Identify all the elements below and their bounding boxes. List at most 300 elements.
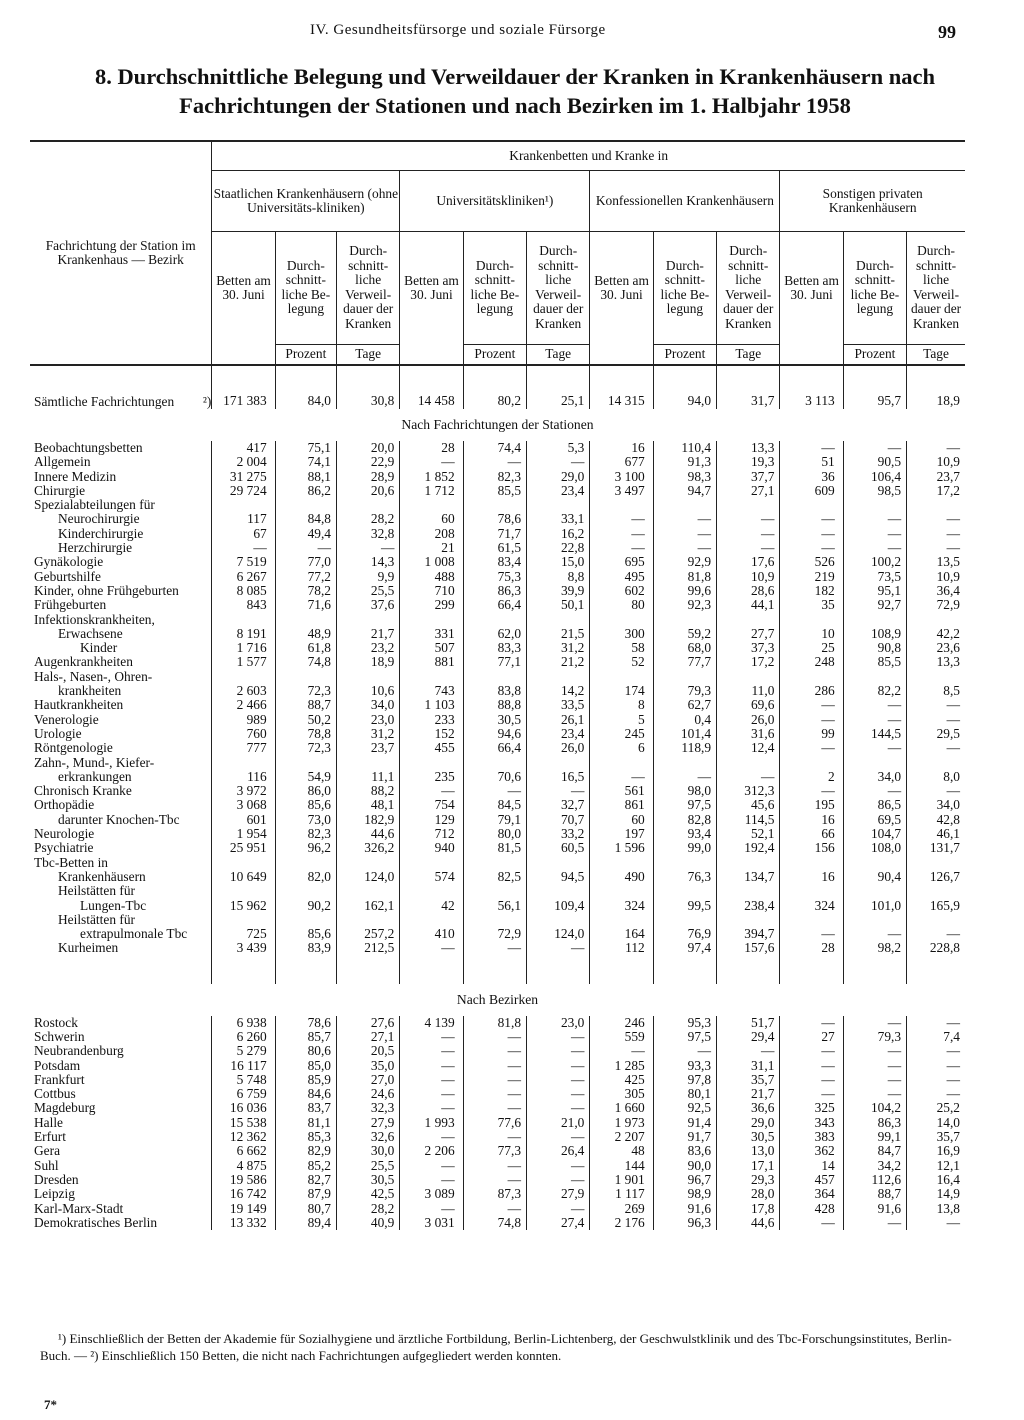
table-row (30, 713, 965, 727)
table-cell: 3 439 (212, 941, 275, 955)
table-cell: 76,9 (653, 927, 716, 941)
total-cell: 18,9 (907, 365, 965, 409)
table-cell: 233 (400, 713, 463, 727)
table-cell: 51,7 (717, 1016, 780, 1030)
total-cell: 30,8 (337, 365, 400, 409)
table-cell (590, 756, 653, 770)
table-cell: 29,5 (907, 727, 965, 741)
table-cell: 28,0 (717, 1187, 780, 1201)
row-label: extrapulmonale Tbc (80, 927, 188, 942)
table-cell: — (527, 1130, 590, 1144)
table-cell: 31 275 (212, 470, 275, 484)
table-cell: 219 (780, 570, 843, 584)
table-cell: 881 (400, 655, 463, 669)
table-cell: 13,5 (907, 555, 965, 569)
table-cell: 16 742 (212, 1187, 275, 1201)
table-cell: 79,3 (843, 1030, 906, 1044)
table-cell: 14 (780, 1159, 843, 1173)
table-cell: — (527, 1044, 590, 1058)
table-cell: 2 (780, 770, 843, 784)
table-cell: 20,5 (337, 1044, 400, 1058)
table-cell: 15,0 (527, 555, 590, 569)
table-cell: 86,3 (463, 584, 526, 598)
table-cell: 760 (212, 727, 275, 741)
table-cell: — (527, 1173, 590, 1187)
table-cell: — (463, 1087, 526, 1101)
table-cell: 29,4 (717, 1030, 780, 1044)
table-cell: 91,7 (653, 1130, 716, 1144)
col-occupancy: Durch-schnitt-liche Be-legung (275, 232, 336, 345)
table-cell: 2 004 (212, 455, 275, 469)
table-cell: 300 (590, 627, 653, 641)
table-cell: 30,0 (337, 1144, 400, 1158)
table-cell: — (843, 512, 906, 526)
table-cell: — (843, 1216, 906, 1230)
table-cell (212, 498, 275, 512)
table-cell: 97,5 (653, 1030, 716, 1044)
table-cell (843, 498, 906, 512)
table-cell: 27,9 (337, 1116, 400, 1130)
table-cell: 66 (780, 827, 843, 841)
table-cell: 98,2 (843, 941, 906, 955)
table-cell (463, 613, 526, 627)
col-stay: Durch-schnitt-liche Verweil-dauer der Kranken (527, 232, 590, 345)
table-cell: 21,0 (527, 1116, 590, 1130)
table-row (30, 1016, 965, 1030)
table-cell: — (463, 1044, 526, 1058)
table-cell: — (463, 1173, 526, 1187)
table-cell: 96,7 (653, 1173, 716, 1187)
table-cell: 131,7 (907, 841, 965, 855)
table-cell: 27,0 (337, 1073, 400, 1087)
table-cell: 97,5 (653, 798, 716, 812)
table-cell: 4 875 (212, 1159, 275, 1173)
table-cell: 77,3 (463, 1144, 526, 1158)
table-cell: 27,1 (717, 484, 780, 498)
table-row (30, 1159, 965, 1173)
table-cell: 37,7 (717, 470, 780, 484)
section-header-fachrichtungen: Nach Fachrichtungen der Stationen (401, 417, 594, 432)
table-cell: 81,8 (653, 570, 716, 584)
table-cell: 2 466 (212, 698, 275, 712)
table-cell: 559 (590, 1030, 653, 1044)
table-cell: — (780, 741, 843, 755)
table-cell: 21,2 (527, 655, 590, 669)
table-cell: 5 748 (212, 1073, 275, 1087)
table-cell: 77,7 (653, 655, 716, 669)
table-cell: 777 (212, 741, 275, 755)
table-cell: 8,0 (907, 770, 965, 784)
table-cell: 425 (590, 1073, 653, 1087)
table-cell: 21,5 (527, 627, 590, 641)
table-cell (212, 613, 275, 627)
table-cell (843, 913, 906, 927)
table-cell: 37,6 (337, 598, 400, 612)
table-row (30, 498, 965, 512)
table-cell (212, 856, 275, 870)
table-row (30, 670, 965, 684)
table-cell: 9,9 (337, 570, 400, 584)
table-cell: — (590, 541, 653, 555)
table-cell: 455 (400, 741, 463, 755)
table-cell: — (907, 784, 965, 798)
table-cell: 33,2 (527, 827, 590, 841)
row-label: Lungen-Tbc (80, 898, 147, 913)
table-cell: 19,3 (717, 455, 780, 469)
footnote: ¹) Einschließlich der Betten der Akademie für Sozialhygiene und ärztliche Fortbildung, Berlin-Lichtenberg, der Geschwulstklinik und des Tbc-Forschungsinstitutes, Berlin-Buch. — ²) Einschließlich 150 Betten, die nicht nach Fachrichtungen aufgegliedert werden konnten. (40, 1331, 952, 1363)
table-cell (212, 913, 275, 927)
table-cell: 15 962 (212, 899, 275, 913)
table-cell: 156 (780, 841, 843, 855)
table-cell: — (590, 527, 653, 541)
table-cell: 28,6 (717, 584, 780, 598)
row-label: Leipzig (34, 1187, 75, 1202)
table-cell: 126,7 (907, 870, 965, 884)
table-cell: — (843, 741, 906, 755)
table-cell: 8 191 (212, 627, 275, 641)
table-cell: 37,3 (717, 641, 780, 655)
table-row (30, 1101, 965, 1115)
row-label: Herzchirurgie (58, 541, 133, 556)
table-cell: — (653, 527, 716, 541)
col-occupancy: Durch-schnitt-liche Be-legung (463, 232, 526, 345)
table-cell: 78,2 (275, 584, 336, 598)
table-cell: 208 (400, 527, 463, 541)
unit-days: Tage (527, 344, 590, 365)
table-cell: 488 (400, 570, 463, 584)
table-cell: — (463, 1059, 526, 1073)
unit-percent: Prozent (843, 344, 906, 365)
table-cell: 74,8 (463, 1216, 526, 1230)
table-row (30, 1116, 965, 1130)
table-cell: 1 852 (400, 470, 463, 484)
table-cell: 17,8 (717, 1202, 780, 1216)
table-cell: 80 (590, 598, 653, 612)
table-cell: 36,6 (717, 1101, 780, 1115)
table-cell (527, 670, 590, 684)
table-cell: 710 (400, 584, 463, 598)
table-cell (780, 884, 843, 898)
row-label: Erwachsene (58, 626, 123, 641)
table-row (30, 484, 965, 498)
table-cell (653, 613, 716, 627)
table-cell: 3 497 (590, 484, 653, 498)
table-cell: — (843, 527, 906, 541)
table-cell: 96,2 (275, 841, 336, 855)
table-cell: 23,4 (527, 484, 590, 498)
table-cell: 88,8 (463, 698, 526, 712)
table-cell: 235 (400, 770, 463, 784)
table-cell: — (527, 1059, 590, 1073)
table-cell: 77,6 (463, 1116, 526, 1130)
table-cell: 27,6 (337, 1016, 400, 1030)
table-cell: 29,0 (717, 1116, 780, 1130)
table-cell: — (907, 441, 965, 455)
table-cell: 26,0 (527, 741, 590, 755)
table-cell: 97,4 (653, 941, 716, 955)
row-label: Frankfurt (34, 1072, 85, 1087)
table-cell: — (780, 927, 843, 941)
table-cell: 27,1 (337, 1030, 400, 1044)
table-cell: — (907, 1073, 965, 1087)
table-cell: 164 (590, 927, 653, 941)
row-label: Neubrandenburg (34, 1044, 124, 1059)
table-cell: 23,2 (337, 641, 400, 655)
table-cell: 99,1 (843, 1130, 906, 1144)
table-row (30, 598, 965, 612)
table-row (30, 756, 965, 770)
table-cell: 29,0 (527, 470, 590, 484)
total-cell: 14 315 (590, 365, 653, 409)
table-cell: 27,9 (527, 1187, 590, 1201)
table-cell (275, 884, 336, 898)
unit-percent: Prozent (275, 344, 336, 365)
table-cell: 1 285 (590, 1059, 653, 1073)
table-cell: 33,1 (527, 512, 590, 526)
table-cell: — (400, 1044, 463, 1058)
table-cell: 16,2 (527, 527, 590, 541)
table-cell: 35 (780, 598, 843, 612)
table-cell: 46,1 (907, 827, 965, 841)
table-cell: 2 207 (590, 1130, 653, 1144)
table-cell: 457 (780, 1173, 843, 1187)
row-label: Kinder, ohne Frühgeburten (34, 583, 179, 598)
table-cell: 86,0 (275, 784, 336, 798)
table-cell: 1 716 (212, 641, 275, 655)
table-cell: 3 089 (400, 1187, 463, 1201)
table-cell: 82,3 (275, 827, 336, 841)
table-cell: 80,7 (275, 1202, 336, 1216)
table-cell: 73,0 (275, 813, 336, 827)
unit-percent: Prozent (463, 344, 526, 365)
table-cell: 86,2 (275, 484, 336, 498)
table-cell: 92,9 (653, 555, 716, 569)
table-cell: 98,0 (653, 784, 716, 798)
col-beds: Betten am 30. Juni (590, 232, 653, 345)
table-cell (653, 670, 716, 684)
table-cell: 22,8 (527, 541, 590, 555)
table-row (30, 1030, 965, 1044)
table-cell: — (400, 1130, 463, 1144)
table-cell: — (463, 1073, 526, 1087)
table-cell: 331 (400, 627, 463, 641)
table-cell: — (843, 927, 906, 941)
table-cell: 60,5 (527, 841, 590, 855)
table-cell: — (843, 441, 906, 455)
table-cell: 45,6 (717, 798, 780, 812)
table-cell: 29,3 (717, 1173, 780, 1187)
table-cell: 14,2 (527, 684, 590, 698)
table-cell: — (907, 512, 965, 526)
table-cell: 124,0 (337, 870, 400, 884)
table-cell: 108,9 (843, 627, 906, 641)
row-label: Augenkrankheiten (34, 655, 133, 670)
table-row (30, 856, 965, 870)
table-cell: 30,5 (463, 713, 526, 727)
table-cell: — (780, 1216, 843, 1230)
table-cell: 129 (400, 813, 463, 827)
row-label: Magdeburg (34, 1101, 96, 1116)
table-cell: — (463, 1159, 526, 1173)
table-cell: — (463, 1101, 526, 1115)
table-cell: 80,6 (275, 1044, 336, 1058)
table-cell: — (780, 698, 843, 712)
table-cell: 36 (780, 470, 843, 484)
table-row (30, 784, 965, 798)
table-cell: 83,6 (653, 1144, 716, 1158)
group-header-university: Universitätskliniken¹) (400, 171, 590, 232)
table-cell: 238,4 (717, 899, 780, 913)
table-cell (780, 913, 843, 927)
table-cell (843, 613, 906, 627)
table-cell: 66,4 (463, 598, 526, 612)
table-cell: 609 (780, 484, 843, 498)
table-cell: 162,1 (337, 899, 400, 913)
table-cell: 35,0 (337, 1059, 400, 1073)
table-cell (400, 498, 463, 512)
table-cell: — (653, 541, 716, 555)
table-cell: 1 954 (212, 827, 275, 841)
table-cell (780, 856, 843, 870)
table-cell: 23,0 (527, 1016, 590, 1030)
table-cell: 16 (590, 441, 653, 455)
table-cell: 2 603 (212, 684, 275, 698)
table-cell (843, 756, 906, 770)
table-cell: 394,7 (717, 927, 780, 941)
table-cell: 26,4 (527, 1144, 590, 1158)
total-cell: 84,0 (275, 365, 336, 409)
table-cell: 28 (400, 441, 463, 455)
table-cell: 8 085 (212, 584, 275, 598)
row-label: Suhl (34, 1158, 59, 1173)
table-cell (717, 670, 780, 684)
table-cell: 75,3 (463, 570, 526, 584)
table-cell: 25 (780, 641, 843, 655)
table-cell: 299 (400, 598, 463, 612)
table-cell: 14,9 (907, 1187, 965, 1201)
table-row (30, 841, 965, 855)
table-cell: 21,7 (337, 627, 400, 641)
table-cell: 71,7 (463, 527, 526, 541)
table-cell: 19 586 (212, 1173, 275, 1187)
row-label: Dresden (34, 1172, 79, 1187)
table-cell: 82,9 (275, 1144, 336, 1158)
table-cell: — (907, 1087, 965, 1101)
table-row (30, 641, 965, 655)
table-cell (780, 670, 843, 684)
table-cell: 90,5 (843, 455, 906, 469)
table-cell: 99,0 (653, 841, 716, 855)
row-label: Hautkrankheiten (34, 698, 124, 713)
table-cell: 34,0 (843, 770, 906, 784)
table-cell: 42,8 (907, 813, 965, 827)
table-cell: 79,1 (463, 813, 526, 827)
table-cell: 29 724 (212, 484, 275, 498)
table-cell: 11,1 (337, 770, 400, 784)
table-cell: 8 (590, 698, 653, 712)
table-cell: 84,6 (275, 1087, 336, 1101)
table-cell: 62,0 (463, 627, 526, 641)
table-cell: 30,5 (717, 1130, 780, 1144)
row-label: Venerologie (34, 712, 99, 727)
table-cell (653, 913, 716, 927)
table-cell (400, 884, 463, 898)
table-row (30, 655, 965, 669)
table-cell: 30,5 (337, 1173, 400, 1187)
table-cell: 7 519 (212, 555, 275, 569)
table-cell (463, 884, 526, 898)
table-cell: 495 (590, 570, 653, 584)
table-cell: 324 (590, 899, 653, 913)
table-cell (843, 670, 906, 684)
table-cell: 83,9 (275, 941, 336, 955)
table-cell: — (590, 512, 653, 526)
table-cell (907, 856, 965, 870)
table-row (30, 684, 965, 698)
row-label: Schwerin (34, 1029, 85, 1044)
table-cell: 12 362 (212, 1130, 275, 1144)
table-cell (843, 856, 906, 870)
table-cell: 95,3 (653, 1016, 716, 1030)
table-cell: 17,1 (717, 1159, 780, 1173)
table-cell: 95,1 (843, 584, 906, 598)
table-cell: 677 (590, 455, 653, 469)
table-row (30, 727, 965, 741)
table-cell: — (780, 1044, 843, 1058)
table-cell: — (400, 455, 463, 469)
table-cell: 17,6 (717, 555, 780, 569)
table-cell: — (717, 512, 780, 526)
table-row (30, 1073, 965, 1087)
table-cell: 28,9 (337, 470, 400, 484)
row-label: Tbc-Betten in (34, 855, 108, 870)
row-label: erkrankungen (58, 769, 132, 784)
table-cell: — (527, 1030, 590, 1044)
section-title: IV. Gesundheitsfürsorge und soziale Fürsorge (310, 22, 606, 38)
table-cell: 526 (780, 555, 843, 569)
table-cell: 343 (780, 1116, 843, 1130)
table-cell: 165,9 (907, 899, 965, 913)
table-cell: — (780, 441, 843, 455)
table-row (30, 627, 965, 641)
table-cell: 257,2 (337, 927, 400, 941)
table-cell: 42,5 (337, 1187, 400, 1201)
table-cell: 70,7 (527, 813, 590, 827)
table-cell: 174 (590, 684, 653, 698)
table-cell: 144 (590, 1159, 653, 1173)
section-header-row (30, 409, 965, 441)
table-cell: 91,4 (653, 1116, 716, 1130)
total-cell: 94,0 (653, 365, 716, 409)
table-cell: 104,7 (843, 827, 906, 841)
table-cell (590, 884, 653, 898)
table-row (30, 798, 965, 812)
table-cell: 42,2 (907, 627, 965, 641)
table-cell: 83,8 (463, 684, 526, 698)
total-cell: 25,1 (527, 365, 590, 409)
table-cell: — (907, 713, 965, 727)
table-cell: 101,4 (653, 727, 716, 741)
table-cell: 31,2 (337, 727, 400, 741)
section-header-row (30, 984, 965, 1016)
table-cell: 21 (400, 541, 463, 555)
row-label: Innere Medizin (34, 469, 117, 484)
table-cell: 561 (590, 784, 653, 798)
row-label: Geburtshilfe (34, 569, 101, 584)
table-cell: 25,5 (337, 1159, 400, 1173)
table-cell: 34,0 (337, 698, 400, 712)
row-label: Kinderchirurgie (58, 526, 144, 541)
